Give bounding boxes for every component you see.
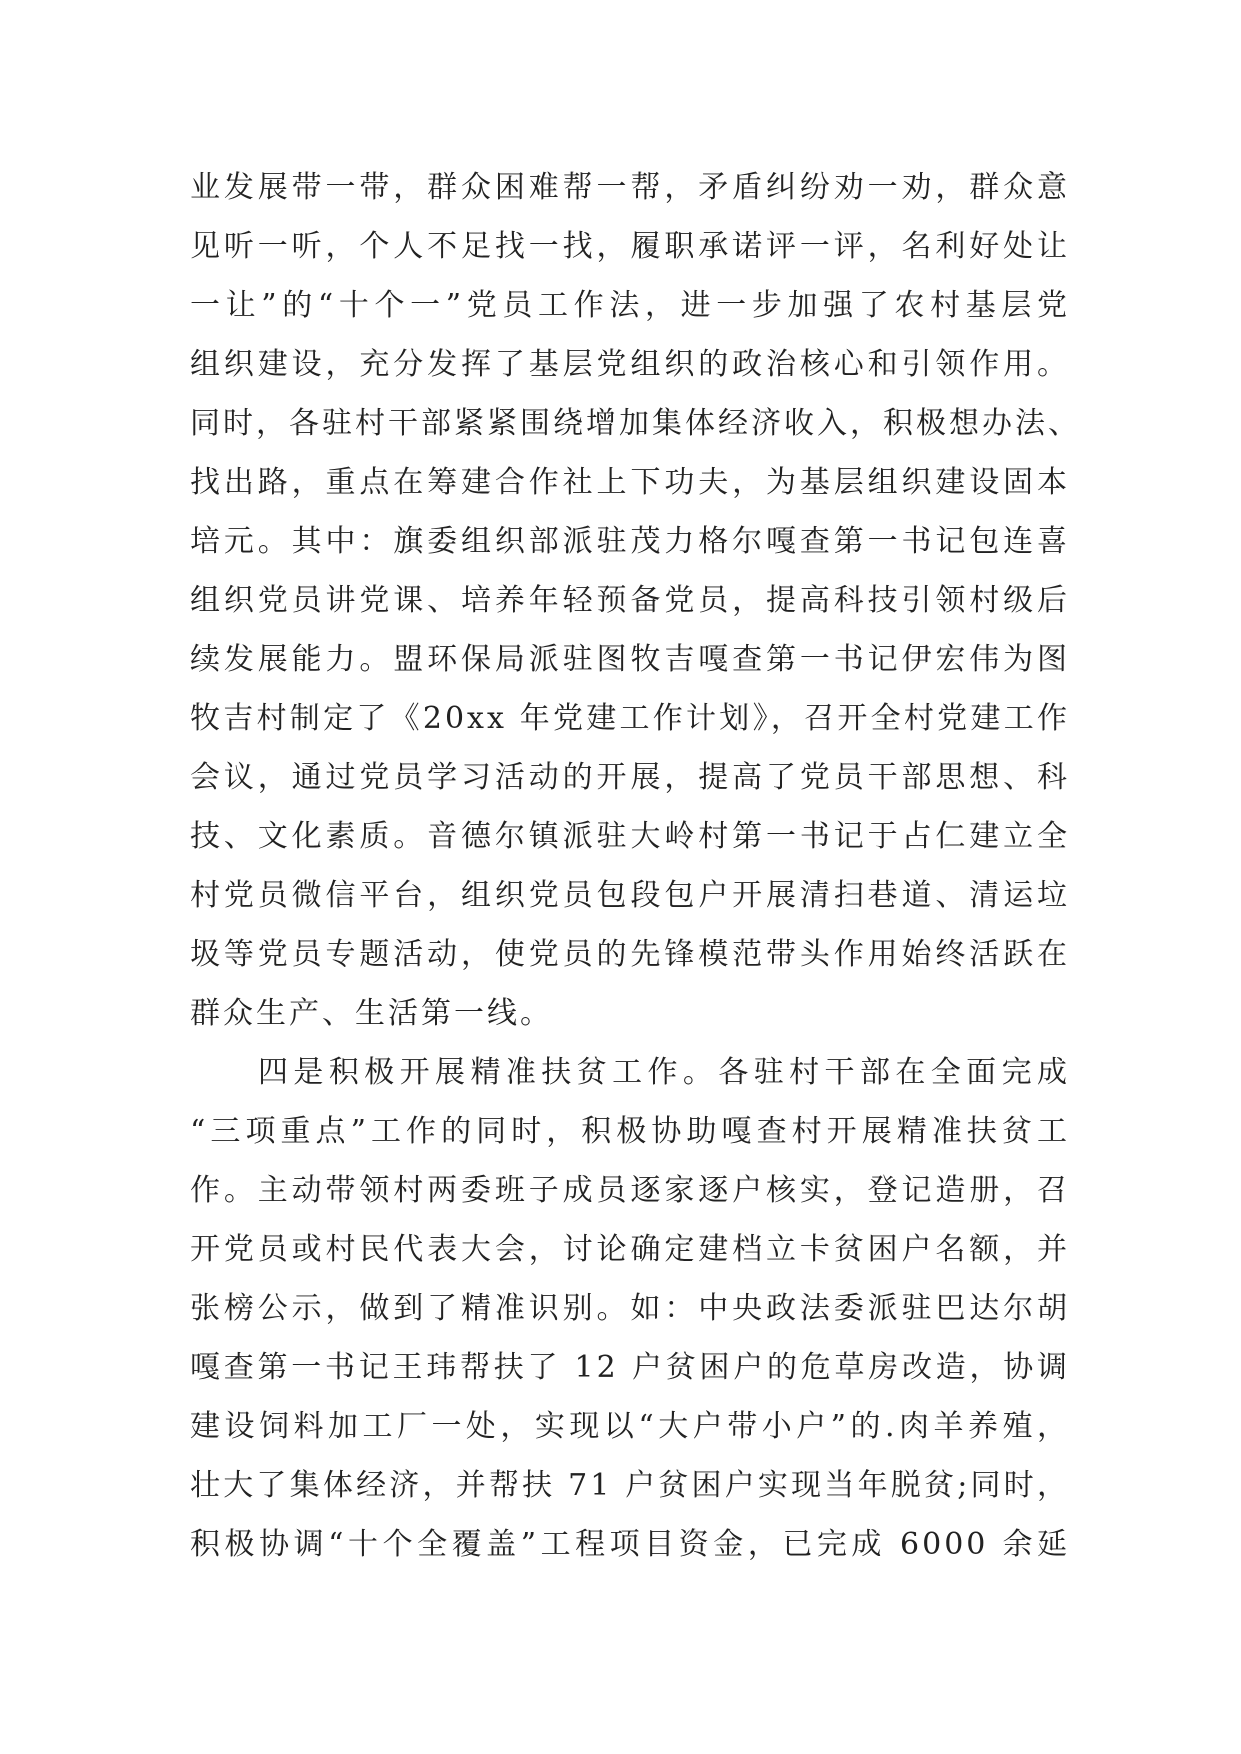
text-line: 牧吉村制定了《20xx 年党建工作计划》，召开全村党建工作 xyxy=(190,701,1070,736)
text-line: 壮大了集体经济，并帮扶 71 户贫困户实现当年脱贫;同时， xyxy=(190,1468,1070,1503)
text-line: 组织建设，充分发挥了基层党组织的政治核心和引领作用。 xyxy=(190,347,1070,382)
text-line: 找出路，重点在筹建合作社上下功夫，为基层组织建设固本 xyxy=(190,465,1070,500)
text-line: 见听一听，个人不足找一找，履职承诺评一评，名利好处让 xyxy=(190,229,1070,264)
text-line-paragraph-start: 四是积极开展精准扶贫工作。各驻村干部在全面完成 xyxy=(258,1055,1070,1090)
text-line: 组织党员讲党课、培养年轻预备党员，提高科技引领村级后 xyxy=(190,583,1070,618)
text-line: 建设饲料加工厂一处，实现以“大户带小户”的.肉羊养殖， xyxy=(190,1409,1070,1444)
text-line: 培元。其中：旗委组织部派驻茂力格尔嘎查第一书记包连喜 xyxy=(190,524,1070,559)
text-line-paragraph-end: 群众生产、生活第一线。 xyxy=(190,996,553,1031)
text-line: 同时，各驻村干部紧紧围绕增加集体经济收入，积极想办法、 xyxy=(190,406,1081,441)
text-line: 技、文化素质。音德尔镇派驻大岭村第一书记于占仁建立全 xyxy=(190,819,1070,854)
body-text xyxy=(190,158,1081,1574)
text-line: 村党员微信平台，组织党员包段包户开展清扫巷道、清运垃 xyxy=(190,878,1070,913)
text-line: 张榜公示，做到了精准识别。如：中央政法委派驻巴达尔胡 xyxy=(190,1291,1070,1326)
text-line: 开党员或村民代表大会，讨论确定建档立卡贫困户名额，并 xyxy=(190,1232,1070,1267)
text-line: 作。主动带领村两委班子成员逐家逐户核实，登记造册，召 xyxy=(190,1173,1070,1208)
text-line: 积极协调“十个全覆盖”工程项目资金，已完成 6000 余延 xyxy=(190,1527,1070,1562)
text-line: 嘎查第一书记王玮帮扶了 12 户贫困户的危草房改造，协调 xyxy=(190,1350,1070,1385)
text-line: 圾等党员专题活动，使党员的先锋模范带头作用始终活跃在 xyxy=(190,937,1070,972)
text-line: 续发展能力。盟环保局派驻图牧吉嘎查第一书记伊宏伟为图 xyxy=(190,642,1070,677)
text-line: 业发展带一带，群众困难帮一帮，矛盾纠纷劝一劝，群众意 xyxy=(190,170,1070,205)
text-line: 会议，通过党员学习活动的开展，提高了党员干部思想、科 xyxy=(190,760,1070,795)
text-line: “三项重点”工作的同时，积极协助嘎查村开展精准扶贫工 xyxy=(190,1114,1070,1149)
text-line: 一让”的“十个一”党员工作法，进一步加强了农村基层党 xyxy=(190,288,1070,323)
